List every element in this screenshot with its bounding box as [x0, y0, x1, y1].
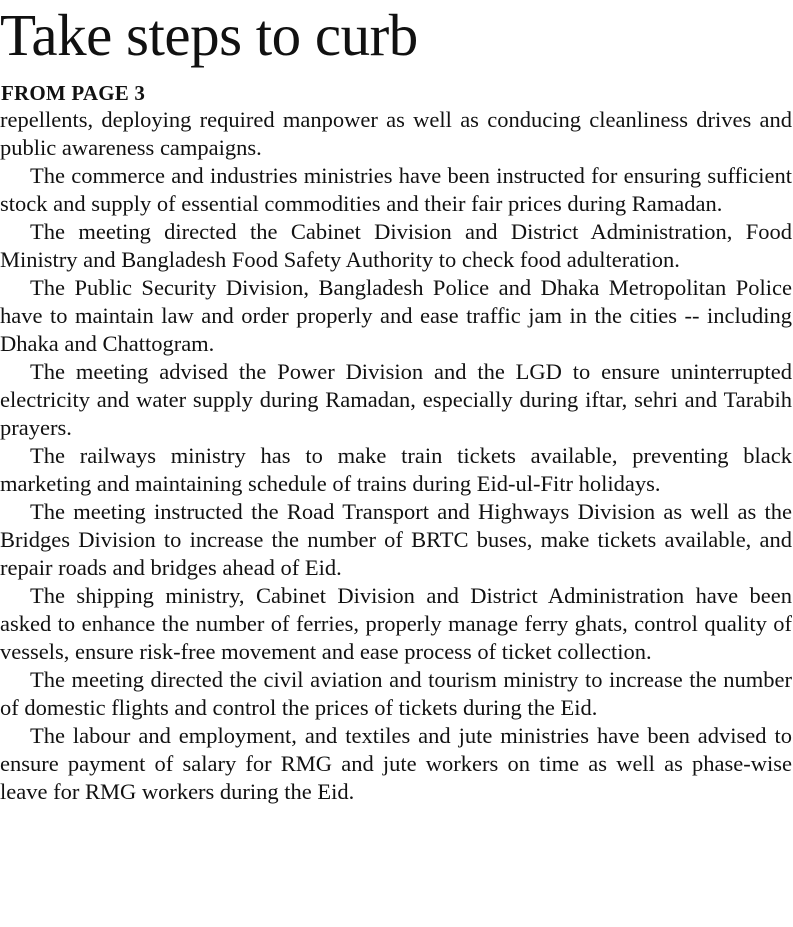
- paragraph: The Public Security Division, Bangladesh Police and Dhaka Metropolitan Police have to maintain law and order properly and ease traffic jam in the cities -- including Dhaka and Chattogram.: [0, 275, 792, 356]
- headline: Take steps to curb: [0, 2, 418, 68]
- article-body: [0, 106, 793, 806]
- paragraph: The meeting advised the Power Division and the LGD to ensure uninterrupted electricity and water supply during Ramadan, especially during iftar, sehri and Tarabih prayers.: [0, 359, 792, 440]
- news-article: [0, 4, 793, 806]
- paragraph: The meeting directed the Cabinet Division and District Administration, Food Ministry and Bangladesh Food Safety Authority to check food adulteration.: [0, 219, 792, 272]
- paragraph: repellents, deploying required manpower as well as conducing cleanliness drives and public awareness campaigns.: [0, 107, 792, 160]
- paragraph: The meeting directed the civil aviation and tourism ministry to increase the number of domestic flights and control the prices of tickets during the Eid.: [0, 667, 792, 720]
- jump-line: FROM PAGE 3: [1, 81, 146, 105]
- paragraph: The shipping ministry, Cabinet Division and District Administration have been asked to enhance the number of ferries, properly manage ferry ghats, control quality of vessels, ensure risk-free movement and ease process of ticket collection.: [0, 583, 792, 664]
- paragraph: The labour and employment, and textiles and jute ministries have been advised to ensure payment of salary for RMG and jute workers on time as well as phase-wise leave for RMG workers during the Eid.: [0, 723, 792, 804]
- paragraph: The commerce and industries ministries have been instructed for ensuring sufficient stock and supply of essential commodities and their fair prices during Ramadan.: [0, 163, 792, 216]
- paragraph: The meeting instructed the Road Transport and Highways Division as well as the Bridges Division to increase the number of BRTC buses, make tickets available, and repair roads and bridges ahead of Eid.: [0, 499, 792, 580]
- paragraph: The railways ministry has to make train tickets available, preventing black marketing and maintaining schedule of trains during Eid-ul-Fitr holidays.: [0, 443, 792, 496]
